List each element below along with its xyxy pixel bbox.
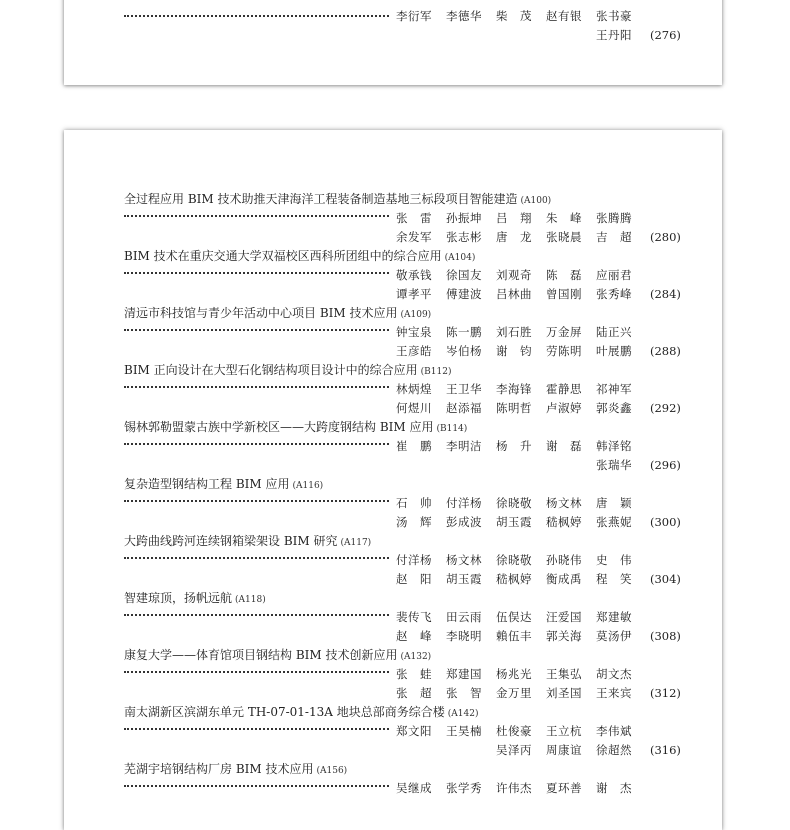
author-line-2 [396, 629, 646, 643]
author-name: 张晓晨 [546, 230, 582, 244]
author-name: 王集弘 [546, 667, 582, 681]
dot-leader [124, 433, 389, 445]
author-line-1 [396, 382, 646, 396]
page-number: (276) [650, 28, 681, 42]
author-name: 霍静思 [546, 382, 582, 396]
entry-title-text: 清远市科技馆与青少年活动中心项目 BIM 技术应用 [124, 306, 398, 320]
author-name: 周康谊 [546, 743, 582, 757]
author-line-1 [396, 553, 646, 567]
author-name: 陈一鹏 [446, 325, 482, 339]
author-name: 徐晓敬 [496, 553, 532, 567]
author-name: 许伟杰 [496, 781, 532, 795]
author-name: 胡玉霞 [446, 572, 482, 586]
author-line-1 [396, 211, 646, 225]
author-line-1 [396, 496, 646, 510]
dot-leader [124, 718, 389, 730]
author-name: 张 蛙 [396, 667, 432, 681]
author-name: 吴泽丙 [496, 743, 532, 757]
page-number: (280) [650, 230, 681, 244]
author-name: 叶展鹏 [596, 344, 632, 358]
author-line-1 [396, 610, 646, 624]
author-name: 李伟斌 [596, 724, 632, 738]
dot-leader [124, 490, 389, 502]
author-name: 杨文林 [446, 553, 482, 567]
author-name: 卢淑婷 [546, 401, 582, 415]
author-name: 张 智 [446, 686, 482, 700]
author-line-2 [396, 572, 646, 586]
author-name: 石 帅 [396, 496, 432, 510]
author-line-1 [396, 724, 646, 738]
page-number: (308) [650, 629, 681, 643]
author-line-2 [396, 287, 646, 301]
author-name: 伍俣达 [496, 610, 532, 624]
author-name: 韩泽铭 [596, 439, 632, 453]
author-line-2 [396, 515, 646, 529]
author-name: 王立杭 [546, 724, 582, 738]
author-name: 张秀峰 [596, 287, 632, 301]
author-name: 徐超然 [596, 743, 632, 757]
entry-title-text: 芜湖宇培钢结构厂房 BIM 技术应用 [124, 762, 314, 776]
author-name: 祁神军 [596, 382, 632, 396]
page-number: (304) [650, 572, 681, 586]
author-name: 崔 鹏 [396, 439, 432, 453]
author-name: 郑建敏 [596, 610, 632, 624]
author-name: 程 笑 [596, 572, 632, 586]
author-name: 李晓明 [446, 629, 482, 643]
author-line-1 [396, 9, 646, 23]
author-name: 岑伯杨 [446, 344, 482, 358]
author-name: 李德华 [446, 9, 482, 23]
author-name: 赵 阳 [396, 572, 432, 586]
author-name: 张腾腾 [596, 211, 632, 225]
toc-page-sheet [64, 130, 722, 830]
author-name: 傅建波 [446, 287, 482, 301]
author-name: 陈明哲 [496, 401, 532, 415]
author-line-2 [396, 743, 646, 757]
page-number: (288) [650, 344, 681, 358]
page-number: (284) [650, 287, 681, 301]
author-line-2 [396, 28, 646, 42]
entry-code: (A117) [340, 538, 372, 548]
author-name: 郑建国 [446, 667, 482, 681]
author-name: 张 超 [396, 686, 432, 700]
author-name: 裴传飞 [396, 610, 432, 624]
entry-code: (A104) [444, 253, 476, 263]
author-name: 敬承钱 [396, 268, 432, 282]
author-line-2 [396, 230, 646, 244]
author-name: 劳陈明 [546, 344, 582, 358]
page-number: (292) [650, 401, 681, 415]
author-name: 史 伟 [596, 553, 632, 567]
author-name: 何煜川 [396, 401, 432, 415]
entry-title-text: 智建琼顶，扬帆远航 [124, 591, 233, 605]
author-name: 张志彬 [446, 230, 482, 244]
author-name: 付洋杨 [446, 496, 482, 510]
dot-leader [124, 262, 389, 274]
author-name: 唐 颖 [596, 496, 632, 510]
author-line-2 [396, 401, 646, 415]
author-name: 杜俊豪 [496, 724, 532, 738]
author-line-2 [396, 686, 646, 700]
entry-title-text: 康复大学——体育馆项目钢结构 BIM 技术创新应用 [124, 648, 398, 662]
author-name: 谢 杰 [596, 781, 632, 795]
entry-code: (A118) [235, 595, 266, 605]
author-name: 吉 超 [596, 230, 632, 244]
author-name: 杨 升 [496, 439, 532, 453]
author-name: 孙晓伟 [546, 553, 582, 567]
entry-title-text: 锡林郭勒盟蒙古族中学新校区——大跨度钢结构 BIM 应用 [124, 420, 434, 434]
author-name: 徐国友 [446, 268, 482, 282]
author-name: 赵有银 [546, 9, 582, 23]
author-name: 汪爱国 [546, 610, 582, 624]
author-name: 吕 翔 [496, 211, 532, 225]
author-name: 张燕妮 [596, 515, 632, 529]
author-line-1 [396, 439, 646, 453]
dot-leader [124, 547, 389, 559]
dot-leader [124, 319, 389, 331]
author-name: 徐晓敬 [496, 496, 532, 510]
author-name: 谢 钧 [496, 344, 532, 358]
author-name: 付洋杨 [396, 553, 432, 567]
author-name: 朱 峰 [546, 211, 582, 225]
author-name: 汤 辉 [396, 515, 432, 529]
author-name: 彭成波 [446, 515, 482, 529]
entry-code: (A100) [520, 196, 552, 206]
author-name: 嵇枫婷 [546, 515, 582, 529]
page-number: (312) [650, 686, 681, 700]
page-number: (296) [650, 458, 681, 472]
author-name: 钟宝泉 [396, 325, 432, 339]
author-name: 余发军 [396, 230, 432, 244]
author-name: 王昊楠 [446, 724, 482, 738]
author-name: 谭孝平 [396, 287, 432, 301]
author-name: 杨兆光 [496, 667, 532, 681]
entry-title-text: 全过程应用 BIM 技术助推天津海洋工程装备制造基地三标段项目智能建造 [124, 192, 518, 206]
author-name: 王来宾 [596, 686, 632, 700]
author-name: 李海锋 [496, 382, 532, 396]
author-line-1 [396, 781, 646, 795]
author-name: 胡文杰 [596, 667, 632, 681]
dot-leader [124, 5, 389, 17]
author-name: 张 雷 [396, 211, 432, 225]
author-name: 陈 磊 [546, 268, 582, 282]
author-line-1 [396, 667, 646, 681]
dot-leader [124, 604, 389, 616]
author-name: 田云雨 [446, 610, 482, 624]
author-name: 夏环善 [546, 781, 582, 795]
dot-leader [124, 661, 389, 673]
author-name: 刘石胜 [496, 325, 532, 339]
author-name: 王彦皓 [396, 344, 432, 358]
author-name: 刘圣国 [546, 686, 582, 700]
entry-code: (A132) [400, 652, 432, 662]
page-number: (316) [650, 743, 681, 757]
author-name: 金万里 [496, 686, 532, 700]
author-name: 賴伍丰 [496, 629, 532, 643]
author-line-2 [396, 458, 646, 472]
author-name: 林炳煌 [396, 382, 432, 396]
author-name: 王卫华 [446, 382, 482, 396]
page-number: (300) [650, 515, 681, 529]
previous-page-sheet [64, 0, 722, 85]
author-name: 王丹阳 [596, 28, 632, 42]
author-name: 胡玉霞 [496, 515, 532, 529]
author-name: 万金屏 [546, 325, 582, 339]
entry-code: (B112) [420, 367, 452, 377]
entry-title-text: 大跨曲线跨河连续钢箱梁架设 BIM 研究 [124, 534, 338, 548]
author-name: 刘观奇 [496, 268, 532, 282]
entry-code: (A142) [447, 709, 479, 719]
author-name: 张书豪 [596, 9, 632, 23]
author-name: 赵 峰 [396, 629, 432, 643]
author-name: 张瑞华 [596, 458, 632, 472]
entry-code: (A116) [292, 481, 324, 491]
author-name: 嵇枫婷 [496, 572, 532, 586]
author-name: 曾国刚 [546, 287, 582, 301]
dot-leader [124, 205, 389, 217]
author-name: 李衍军 [396, 9, 432, 23]
author-name: 陆正兴 [596, 325, 632, 339]
author-line-1 [396, 325, 646, 339]
author-name: 吴继成 [396, 781, 432, 795]
dot-leader [124, 775, 389, 787]
entry-code: (A156) [316, 766, 348, 776]
dot-leader [124, 376, 389, 388]
author-name: 莫汤伊 [596, 629, 632, 643]
author-name: 柴 茂 [496, 9, 532, 23]
author-name: 应丽君 [596, 268, 632, 282]
author-name: 郭炎鑫 [596, 401, 632, 415]
author-name: 吕林曲 [496, 287, 532, 301]
author-name: 张学秀 [446, 781, 482, 795]
author-line-1 [396, 268, 646, 282]
author-name: 唐 龙 [496, 230, 532, 244]
entry-code: (A109) [400, 310, 432, 320]
entry-code: (B114) [436, 424, 468, 434]
author-name: 赵添福 [446, 401, 482, 415]
entry-title-text: BIM 技术在重庆交通大学双福校区西科所团组中的综合应用 [124, 249, 442, 263]
entry-title-text: 复杂造型钢结构工程 BIM 应用 [124, 477, 290, 491]
author-name: 谢 磊 [546, 439, 582, 453]
author-name: 杨文林 [546, 496, 582, 510]
entry-title-text: BIM 正向设计在大型石化钢结构项目设计中的综合应用 [124, 363, 418, 377]
author-name: 李明洁 [446, 439, 482, 453]
author-name: 郑文阳 [396, 724, 432, 738]
author-name: 衡成禹 [546, 572, 582, 586]
entry-title-text: 南太湖新区滨湖东单元 TH-07-01-13A 地块总部商务综合楼 [124, 705, 445, 719]
author-line-2 [396, 344, 646, 358]
author-name: 郭关海 [546, 629, 582, 643]
author-name: 孙振坤 [446, 211, 482, 225]
